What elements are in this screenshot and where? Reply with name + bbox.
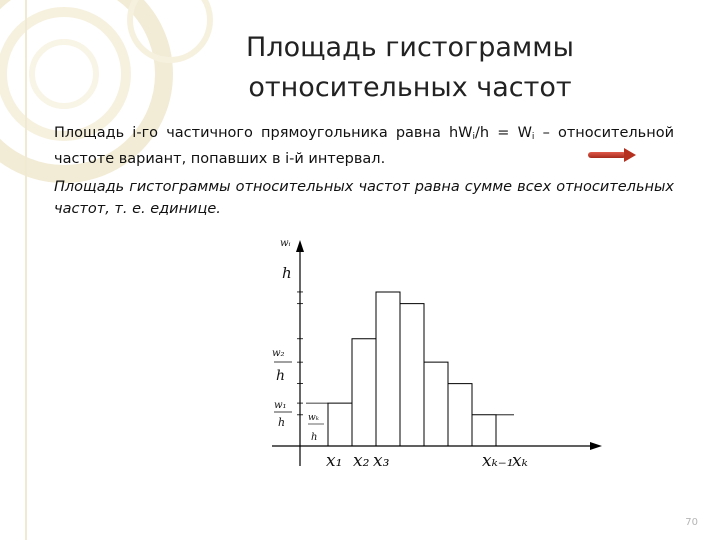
paragraph-area-definition [54, 122, 674, 170]
slide-title [200, 28, 620, 108]
x-axis-arrow [590, 442, 602, 450]
paragraph-area-sum: Площадь гистограммы относительных частот равна сумме всех относительных частот, т. е. единице. [54, 179, 674, 217]
para1-subscript-2: i [531, 132, 535, 142]
y-axis-arrow [296, 240, 304, 252]
histogram-bar [328, 403, 352, 446]
x-tick-label-x1: x₁ [326, 451, 343, 471]
histogram-bar [376, 292, 400, 446]
histogram-bar [424, 362, 448, 446]
y-axis-label-num: wᵢ [280, 238, 291, 249]
histogram-chart [262, 226, 612, 476]
x-tick-label-xk-1: xₖ₋₁ [482, 451, 514, 471]
last-bar-label-num: wₖ [308, 413, 319, 423]
para1-part-b: /h = W [475, 125, 532, 141]
deco-ring-middle [2, 12, 126, 136]
histogram-bars [306, 292, 514, 446]
page-number: 70 [685, 517, 698, 528]
histogram-bar [400, 304, 424, 446]
deco-ring-inner [32, 42, 96, 106]
para1-subscript-1: i [472, 132, 476, 142]
y-tick-w2-den: h [276, 368, 286, 384]
x-tick-label-x3: x₃ [373, 451, 390, 471]
x-tick-label-x2: x₂ [353, 451, 370, 471]
x-tick-label-xk: xₖ [512, 451, 528, 471]
histogram-bar [352, 339, 376, 446]
histogram-bar [472, 415, 496, 446]
red-arrow-icon [586, 147, 638, 163]
y-tick-w1-num: w₁ [274, 400, 287, 411]
histogram-bar [448, 384, 472, 446]
para1-part-a: Площадь i-го частичного прямоугольника равна hW [54, 125, 473, 141]
title-line-1: Площадь гистограммы [246, 32, 574, 63]
y-axis-label-den: h [282, 264, 292, 282]
para1-part-c: – относительной частоте вариант, попавших в i-й интервал. [54, 125, 674, 167]
title-line-2: относительных частот [248, 72, 572, 103]
y-tick-w2-num: w₂ [272, 348, 285, 359]
y-tick-w1-den: h [278, 416, 286, 429]
last-bar-label-den: h [311, 432, 318, 443]
